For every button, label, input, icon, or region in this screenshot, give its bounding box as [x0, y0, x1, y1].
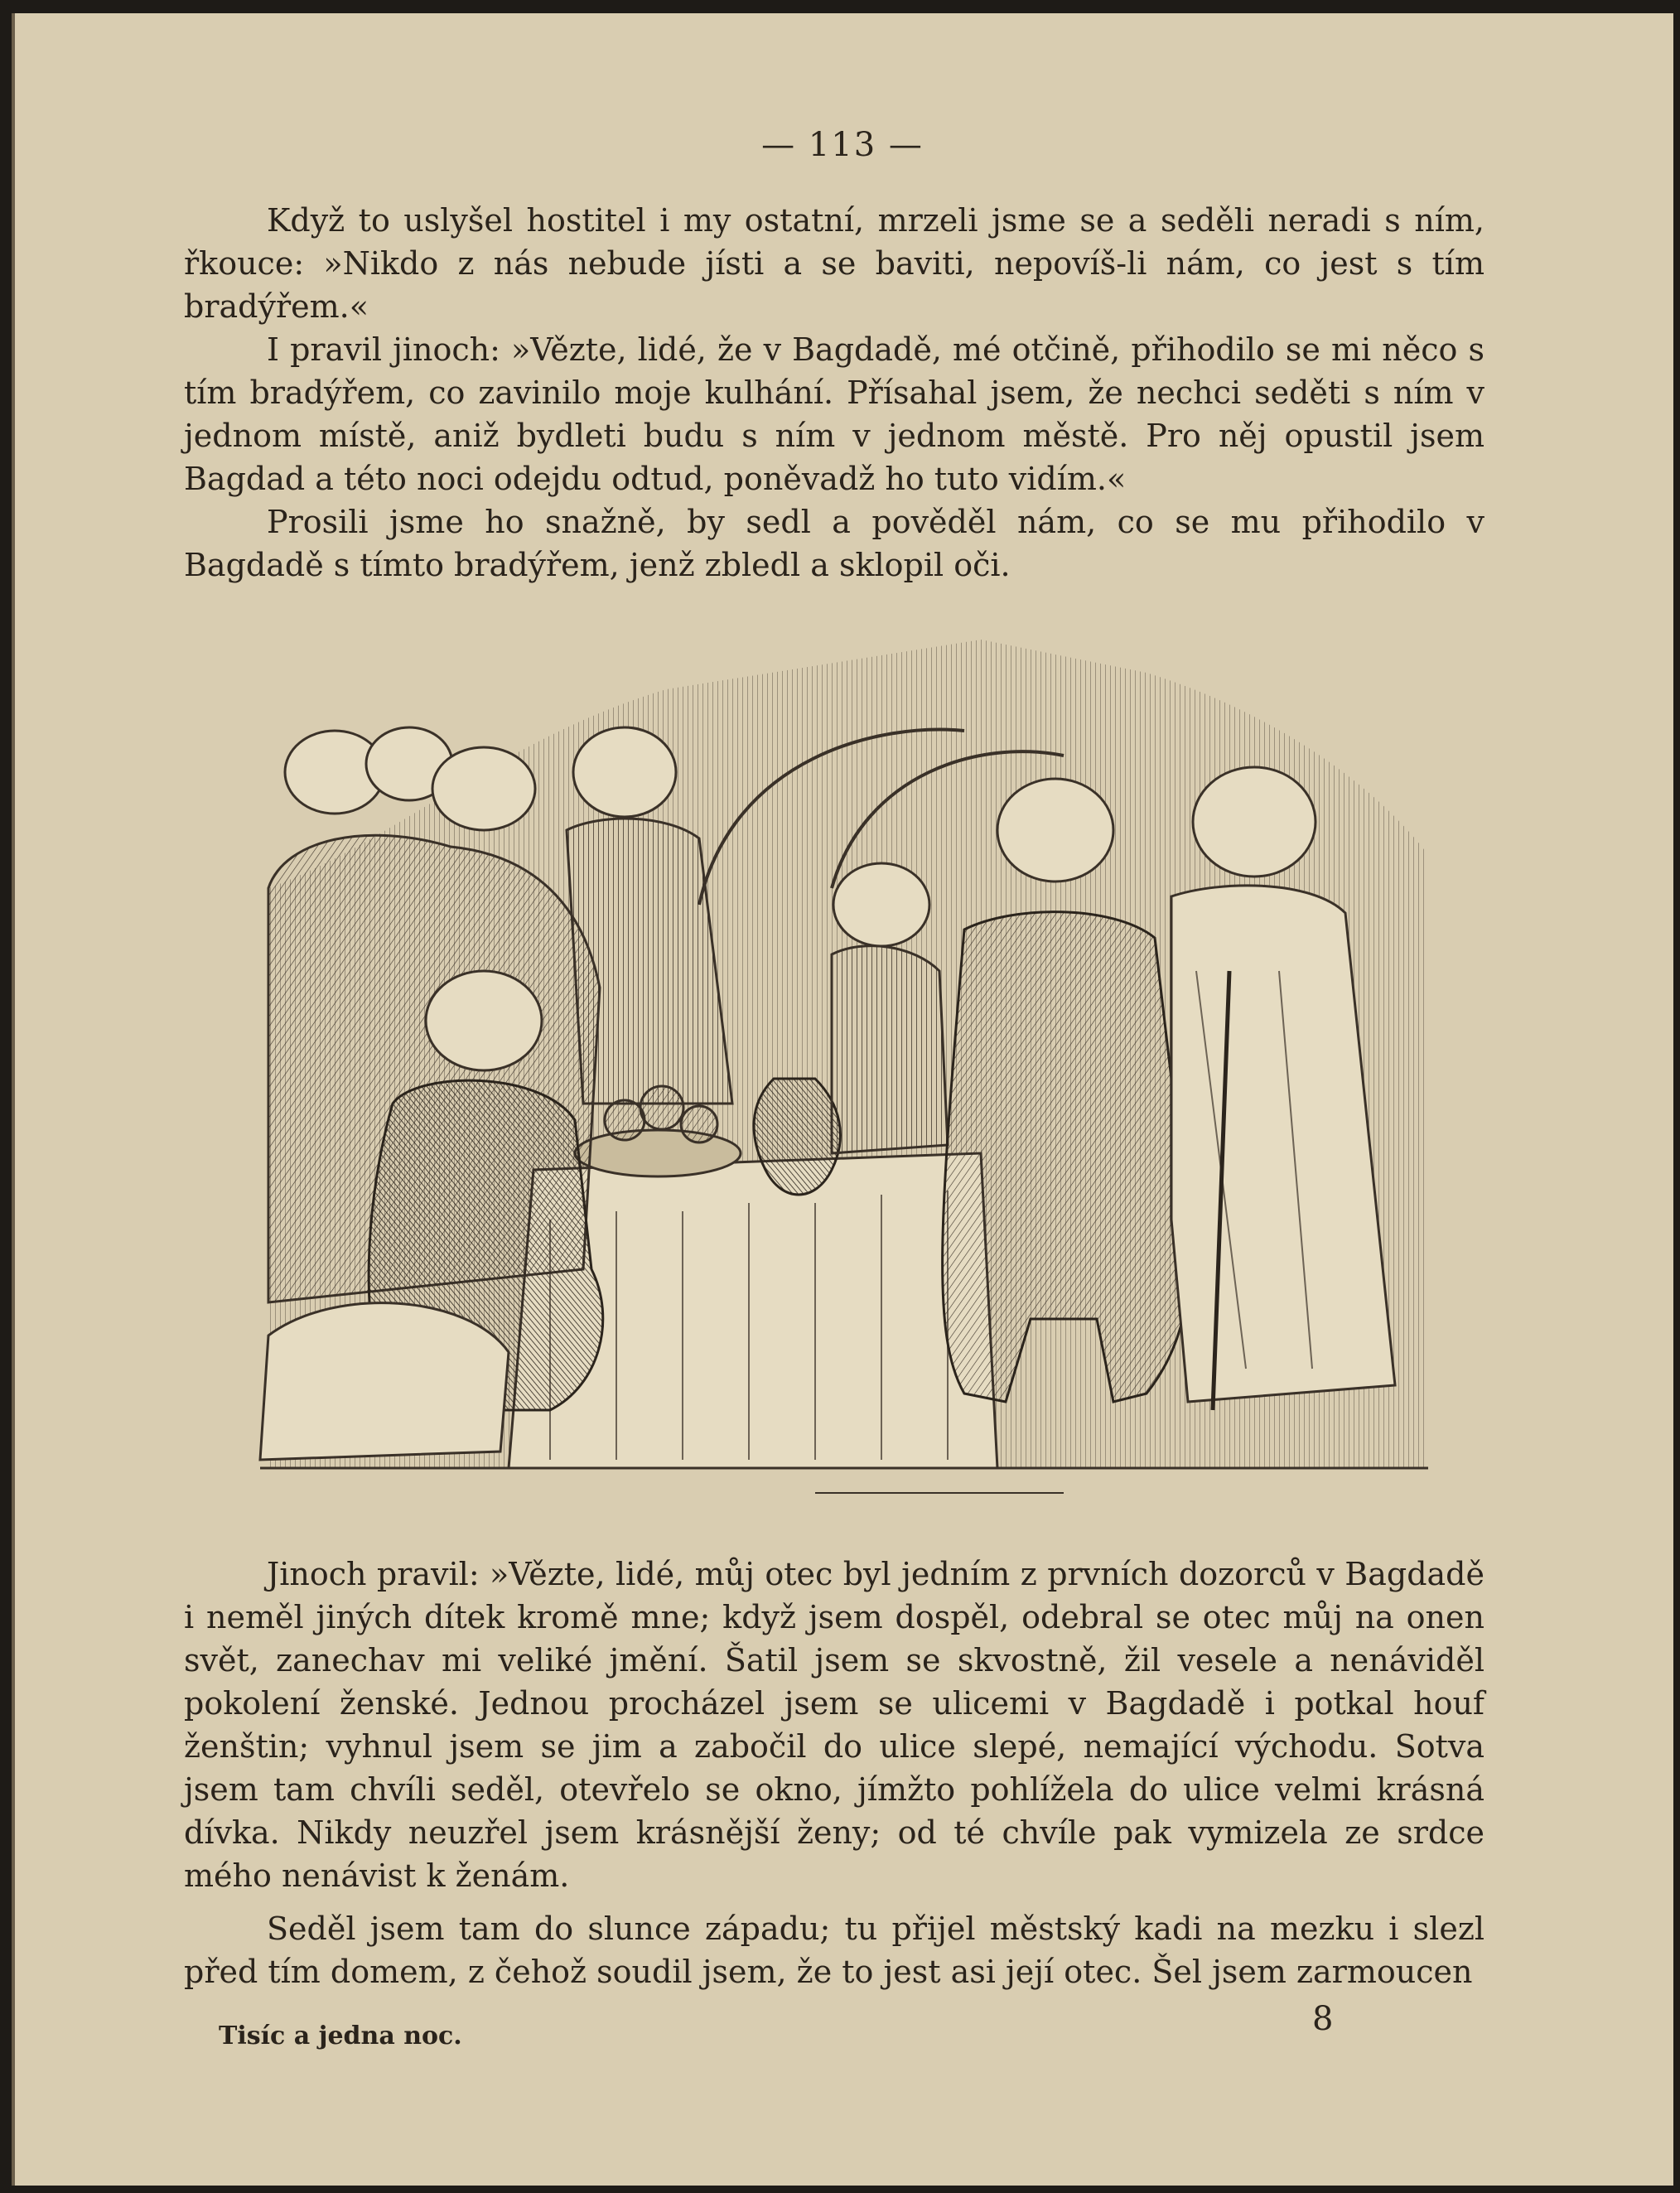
- engraving-svg: [235, 640, 1428, 1501]
- binding-edge: [12, 13, 15, 2186]
- text-block-top: [184, 199, 1484, 587]
- engraving-illustration: [235, 640, 1428, 1501]
- signature-mark: 8: [1312, 2000, 1334, 2038]
- fruit-bowl: [575, 1130, 741, 1176]
- paragraph: Prosili jsme ho snažně, by sedl a pověděl nám, co se mu přihodilo v Bagdadě s tímto bradýřem, jenž zbledl a sklopil oči.: [184, 504, 1484, 583]
- paragraph: I pravil jinoch: »Vězte, lidé, že v Bagdadě, mé otčině, přihodilo se mi něco s tím bradýřem, co zavinilo moje kulhání. Přísahal jsem, že nechci seděti s ním v jednom místě, aniž bydleti budu s ním v jednom městě. Pro něj opustil jsem Bagdad a této noci odejdu odtud, poněvadž ho tuto vidím.«: [184, 331, 1484, 497]
- paragraph: Seděl jsem tam do slunce západu; tu přijel městský kadi na mezku i slezl před tím domem, z čehož soudil jsem, že to jest asi její otec. Šel jsem zarmoucen: [184, 1910, 1484, 1990]
- footer-book-title: Tisíc a jedna noc.: [219, 2022, 462, 2051]
- book-page: [12, 13, 1673, 2186]
- page-number: — 113 —: [761, 126, 924, 164]
- paragraph: Jinoch pravil: »Vězte, lidé, můj otec byl jedním z prvních dozorců v Bagdadě i neměl jiných dítek kromě mne; když jsem dospěl, odebral se otec můj na onen svět, zanechav mi veliké jmění. Šatil jsem se skvostně, žil vesele a nenáviděl pokolení ženské. Jednou procházel jsem se ulicemi v Bagdadě i potkal houf ženštin; vyhnul jsem se jim a zabočil do ulice slepé, nemající východu. Sotva jsem tam chvíli seděl, otevřelo se okno, jímžto pohlížela do ulice velmi krásná dívka. Nikdy neuzřel jsem krásnější ženy; od té chvíle pak vymizela ze srdce mého nenávist k ženám.: [184, 1556, 1484, 1894]
- paragraph: Když to uslyšel hostitel i my ostatní, mrzeli jsme se a seděli neradi s ním, řkouce: »Nikdo z nás nebude jísti a se baviti, nepovíš-li nám, co jest s tím bradýřem.«: [184, 202, 1484, 325]
- text-block-bottom: [184, 1553, 1484, 1993]
